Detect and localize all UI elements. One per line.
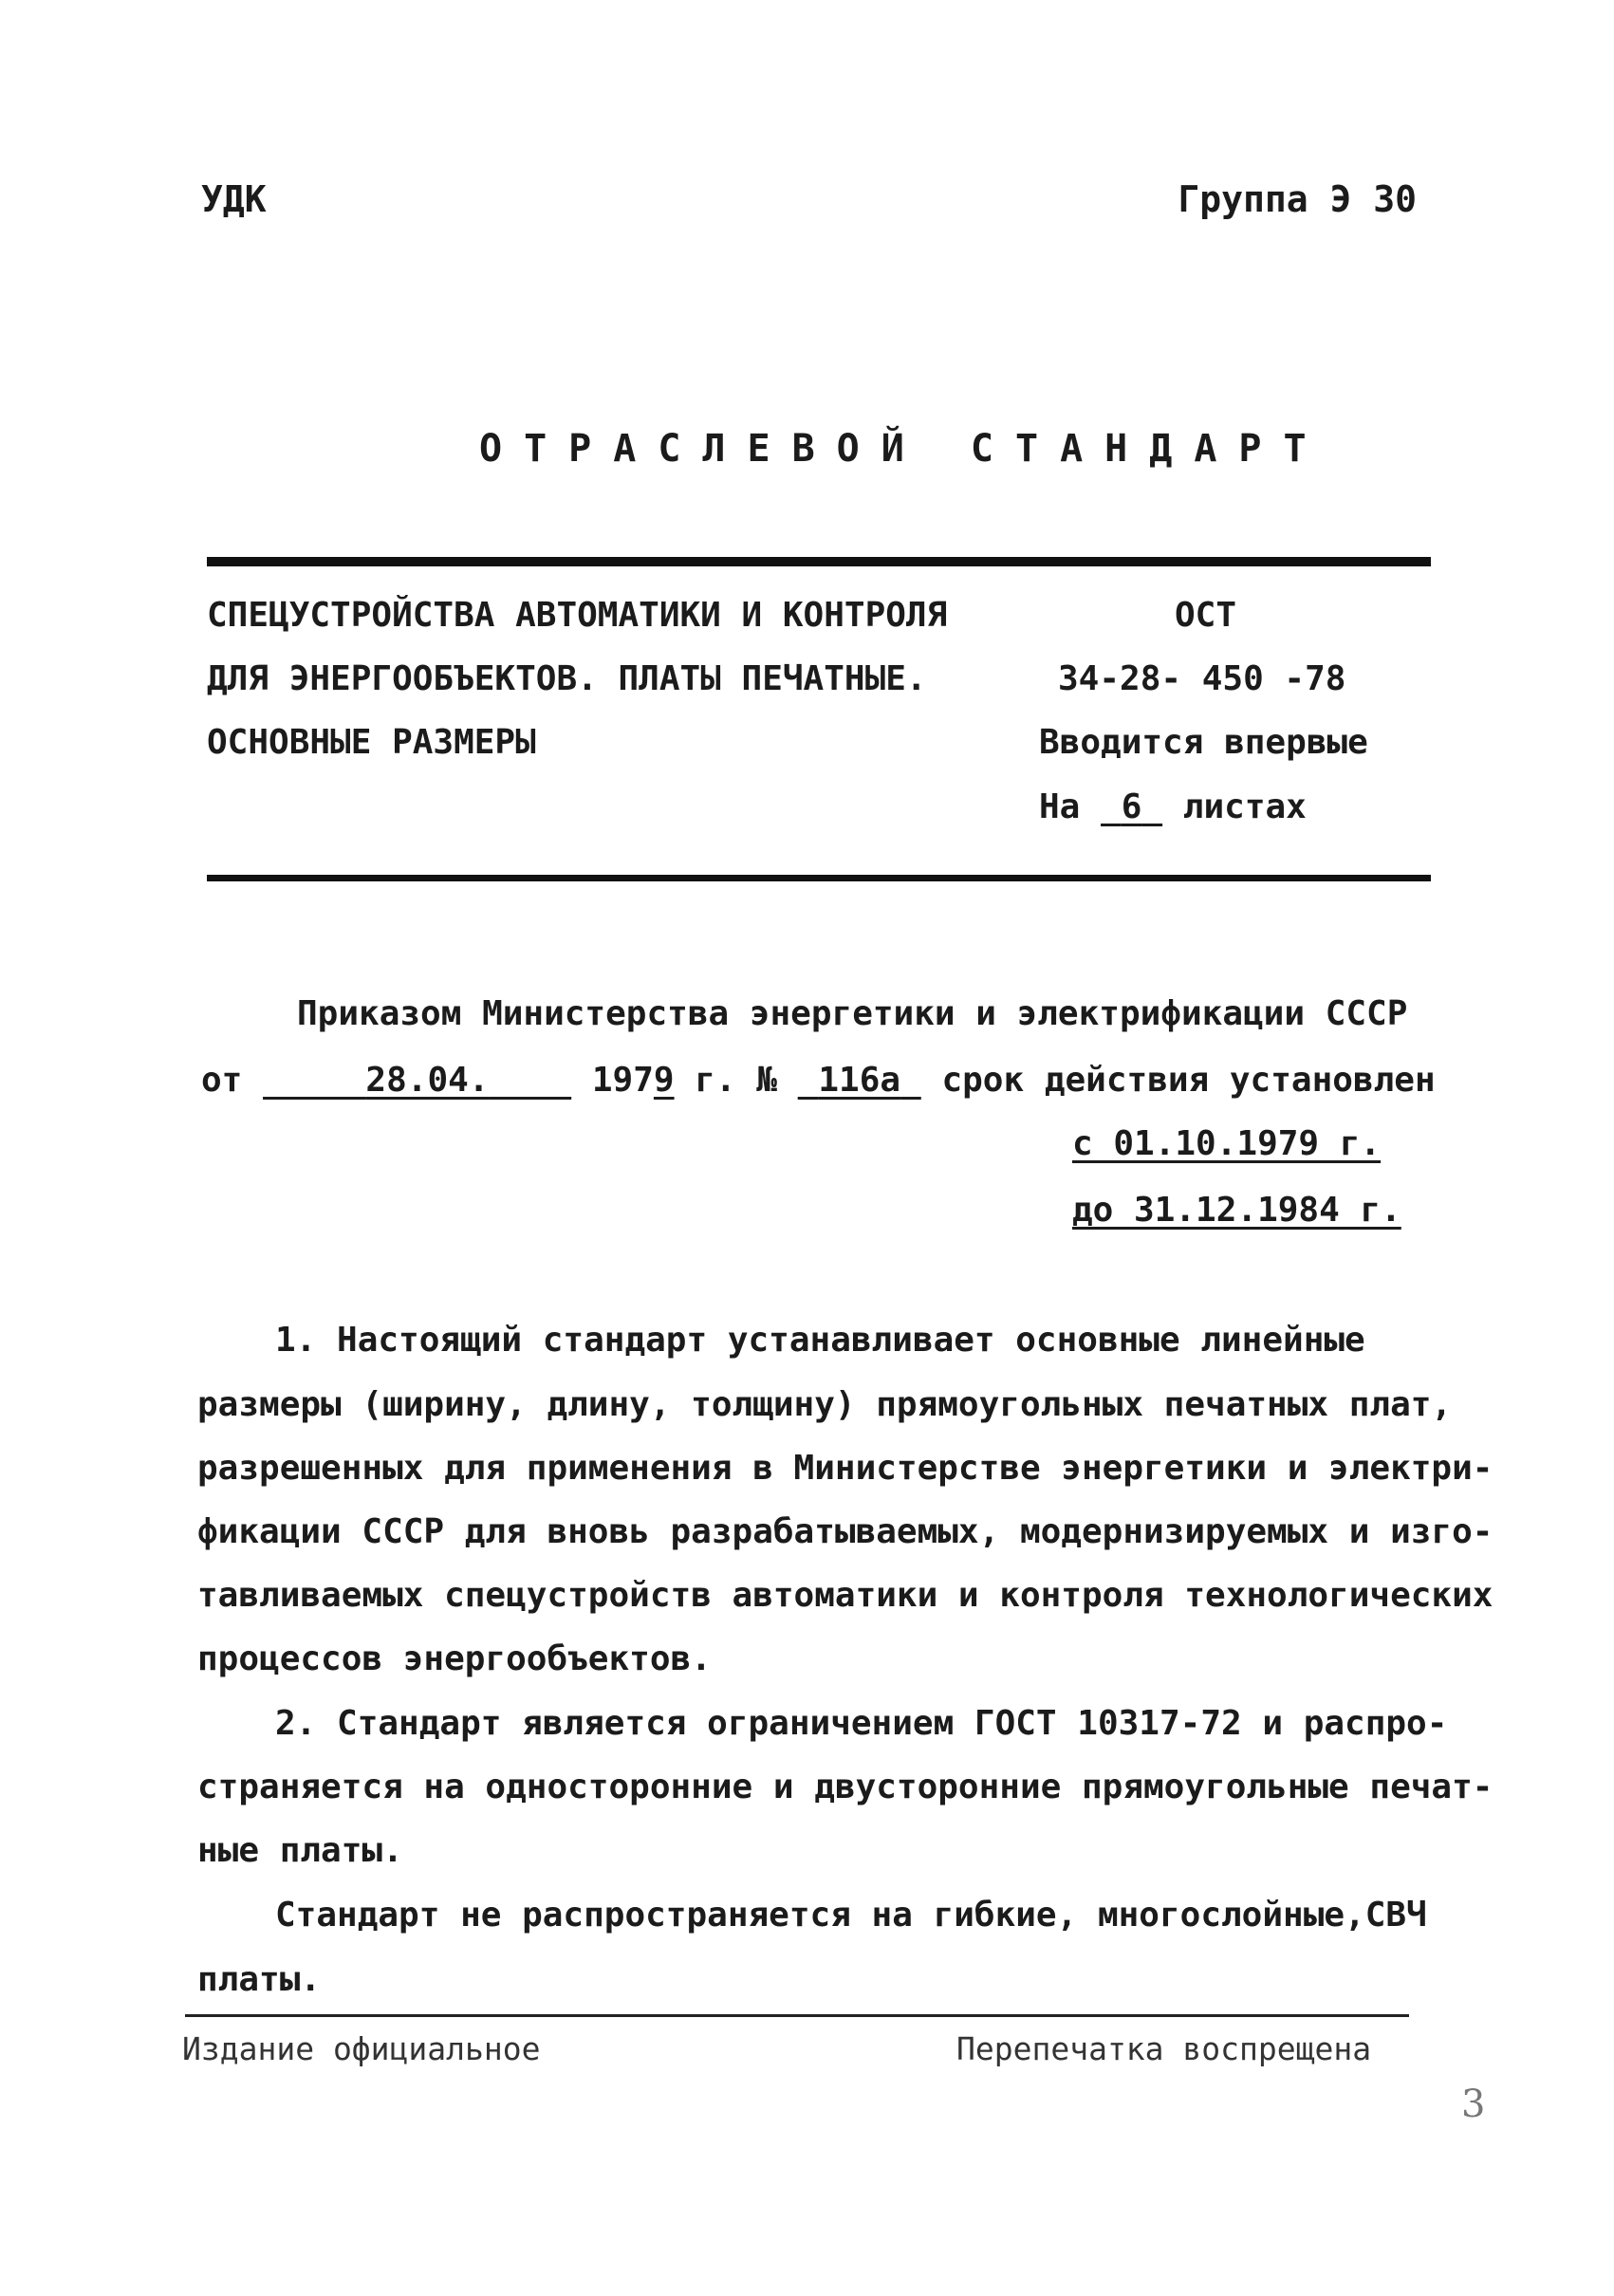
- ost-label: ОСТ: [1175, 596, 1237, 635]
- official-edition-label: Издание официальное: [182, 2030, 541, 2067]
- sheets-count: 6: [1121, 787, 1142, 826]
- valid-from-date: с 01.10.1979 г.: [1072, 1124, 1382, 1163]
- order-number: 116а: [818, 1061, 901, 1100]
- order-line-2: [201, 1061, 1436, 1100]
- p2-line-3: ные платы.: [197, 1831, 403, 1870]
- valid-to-date: до 31.12.1984 г.: [1072, 1191, 1401, 1230]
- introduced-label: Вводится впервые: [1039, 723, 1368, 762]
- order-year: 1979: [591, 1061, 675, 1100]
- p1-line-4: фикации СССР для вновь разрабатываемых, модернизируемых и изго-: [197, 1512, 1493, 1551]
- p1-line-1: 1. Настоящий стандарт устанавливает основные линейные: [275, 1321, 1365, 1360]
- udk-label: УДК: [201, 178, 267, 220]
- sheets-line: [1039, 787, 1307, 826]
- title-line-2: ДЛЯ ЭНЕРГООБЪЕКТОВ. ПЛАТЫ ПЕЧАТНЫЕ.: [207, 659, 927, 698]
- p2-line-2: страняется на односторонние и двусторонние прямоугольные печат-: [197, 1768, 1493, 1806]
- from-label: от: [201, 1061, 243, 1100]
- p3-line-1: Стандарт не распространяется на гибкие, многослойные,СВЧ: [275, 1896, 1427, 1935]
- top-rule: [207, 557, 1431, 566]
- title-line-3: ОСНОВНЫЕ РАЗМЕРЫ: [207, 723, 536, 762]
- sheets-suffix: листах: [1182, 787, 1307, 826]
- p3-line-2: платы.: [197, 1960, 322, 1999]
- ost-number: 34-28- 450 -78: [1058, 659, 1346, 698]
- validity-text: срок действия установлен: [941, 1061, 1436, 1100]
- p1-line-5: тавливаемых спецустройств автоматики и контроля технологических: [197, 1576, 1493, 1615]
- order-date: 28.04.: [365, 1061, 490, 1100]
- sheets-prefix: На: [1039, 787, 1081, 826]
- p1-line-3: разрешенных для применения в Министерстве энергетики и электри-: [197, 1449, 1493, 1488]
- doc-type-title: ОТРАСЛЕВОЙ СТАНДАРТ: [479, 427, 1328, 471]
- footer-rule: [185, 2014, 1409, 2017]
- title-line-1: СПЕЦУСТРОЙСТВА АВТОМАТИКИ И КОНТРОЛЯ: [207, 596, 948, 635]
- group-label: Группа Э 30: [1178, 178, 1417, 220]
- reprint-prohibited-label: Перепечатка воспрещена: [956, 2030, 1372, 2067]
- g-label: г.: [695, 1061, 736, 1100]
- number-sign: №: [756, 1061, 777, 1100]
- title-bottom-rule: [207, 875, 1431, 881]
- p1-line-2: размеры (ширину, длину, толщину) прямоугольных печатных плат,: [197, 1385, 1453, 1424]
- p1-line-6: процессов энергообъектов.: [197, 1639, 712, 1678]
- p2-line-1: 2. Стандарт является ограничением ГОСТ 10317-72 и распро-: [275, 1704, 1448, 1743]
- page-number: 3: [1461, 2083, 1486, 2126]
- order-line-1: Приказом Министерства энергетики и электрификации СССР: [297, 994, 1408, 1033]
